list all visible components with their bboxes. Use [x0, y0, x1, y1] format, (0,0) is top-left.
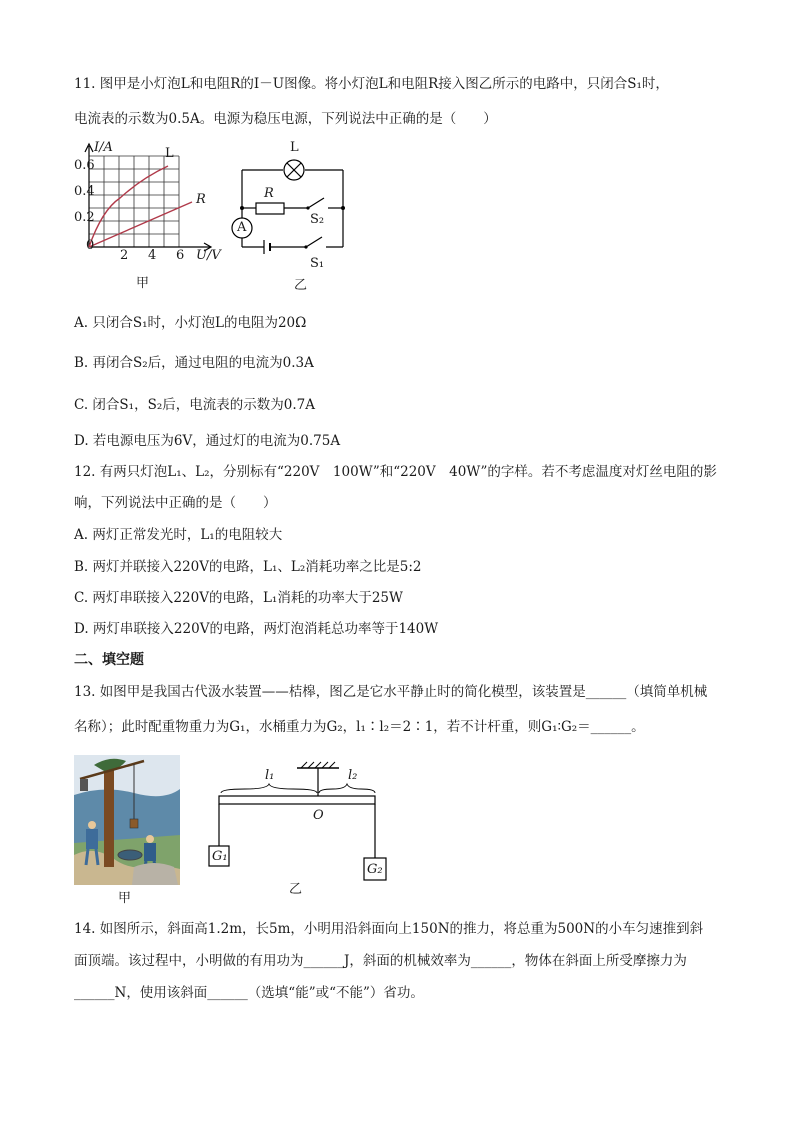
q11-option-d: D. 若电源电压为6V，通过灯的电流为0.75A — [74, 433, 341, 449]
q12-option-d: D. 两灯串联接入220V的电路，两灯泡消耗总功率等于140W — [74, 621, 439, 637]
y-tick-0.2: 0.2 — [74, 210, 95, 225]
resistor-label: R — [264, 186, 274, 201]
q12-option-a: A. 两灯正常发光时，L₁的电阻较大 — [74, 527, 283, 543]
ammeter-label: A — [237, 220, 247, 235]
illustration-caption: 甲 — [118, 891, 132, 906]
curve-L-label: L — [165, 146, 174, 161]
curve-L — [89, 166, 168, 247]
q12-option-b: B. 两灯并联接入220V的电路，L₁、L₂消耗功率之比是5:2 — [74, 559, 422, 575]
q12-stem-line2: 响，下列说法中正确的是（ ） — [74, 495, 277, 511]
g2-label: G₂ — [367, 862, 383, 877]
switch-s1-label: S₁ — [310, 256, 325, 271]
q14-stem-line2: 面顶端。该过程中，小明做的有用功为______J，斜面的机械效率为______，物体在斜面上所受摩擦力为 — [74, 953, 687, 969]
curve-R — [89, 202, 192, 247]
q13-stem-line1: 13. 如图甲是我国古代汲水装置——桔槔，图乙是它水平静止时的简化模型，该装置是______（填简单机械 — [74, 684, 708, 700]
q14-stem-line3: ______N，使用该斜面______（选填“能”或“不能”）省功。 — [74, 985, 424, 1001]
lever-model-diagram — [205, 760, 395, 895]
y-axis-label: I/A — [94, 140, 113, 155]
switch-s2-label: S₂ — [310, 212, 325, 227]
lever-caption: 乙 — [289, 882, 303, 897]
y-tick-0.4: 0.4 — [74, 184, 95, 199]
g1-label: G₁ — [212, 849, 228, 864]
well-sweep-illustration — [74, 755, 180, 906]
y-tick-0.6: 0.6 — [74, 158, 95, 173]
tree-trunk — [104, 763, 114, 867]
circuit-diagram — [228, 140, 358, 293]
q11-stem-line2: 电流表的示数为0.5A。电源为稳压电源，下列说法中正确的是（ ） — [74, 111, 497, 127]
section-title: 二、填空题 — [74, 652, 144, 668]
lamp-label: L — [290, 140, 299, 155]
curve-R-label: R — [196, 192, 206, 207]
graph-caption: 甲 — [136, 276, 150, 291]
x-tick-4: 4 — [148, 248, 157, 263]
q11-option-c: C. 闭合S₁，S₂后，电流表的示数为0.7A — [74, 397, 315, 413]
switch-s2 — [308, 198, 324, 208]
x-tick-6: 6 — [176, 248, 185, 263]
q11-stem-line1: 11. 图甲是小灯泡L和电阻R的I－U图像。将小灯泡L和电阻R接入图乙所示的电路中，只闭合S₁时， — [74, 76, 669, 92]
q11-option-b: B. 再闭合S₂后，通过电阻的电流为0.3A — [74, 355, 314, 371]
switch-s1 — [306, 237, 322, 247]
iu-graph — [70, 140, 230, 290]
q12-option-c: C. 两灯串联接入220V的电路，L₁消耗的功率大于25W — [74, 590, 403, 606]
lever-beam — [219, 796, 375, 804]
x-axis-label: U/V — [196, 248, 221, 263]
q13-stem-line2: 名称）；此时配重物重力为G₁，水桶重力为G₂，l₁∶l₂＝2∶1，若不计杆重，则G₁∶G₂＝______。 — [74, 719, 645, 735]
q11-option-a: A. 只闭合S₁时，小灯泡L的电阻为20Ω — [74, 315, 307, 331]
pivot-o-label: O — [313, 808, 324, 823]
circuit-caption: 乙 — [294, 278, 308, 293]
origin-label: 0 — [86, 238, 95, 253]
resistor-symbol — [256, 203, 284, 214]
arm-l2-label: l₂ — [348, 768, 358, 783]
arm-l1-label: l₁ — [265, 768, 275, 783]
x-tick-2: 2 — [120, 248, 129, 263]
q12-stem-line1: 12. 有两只灯泡L₁、L₂，分别标有“220V 100W”和“220V 40W”的字样。若不考虑温度对灯丝电阻的影 — [74, 464, 717, 480]
q14-stem-line1: 14. 如图所示，斜面高1.2m，长5m，小明用沿斜面向上150N的推力，将总重为500N的小车匀速推到斜 — [74, 921, 704, 937]
graph-grid — [89, 156, 179, 247]
